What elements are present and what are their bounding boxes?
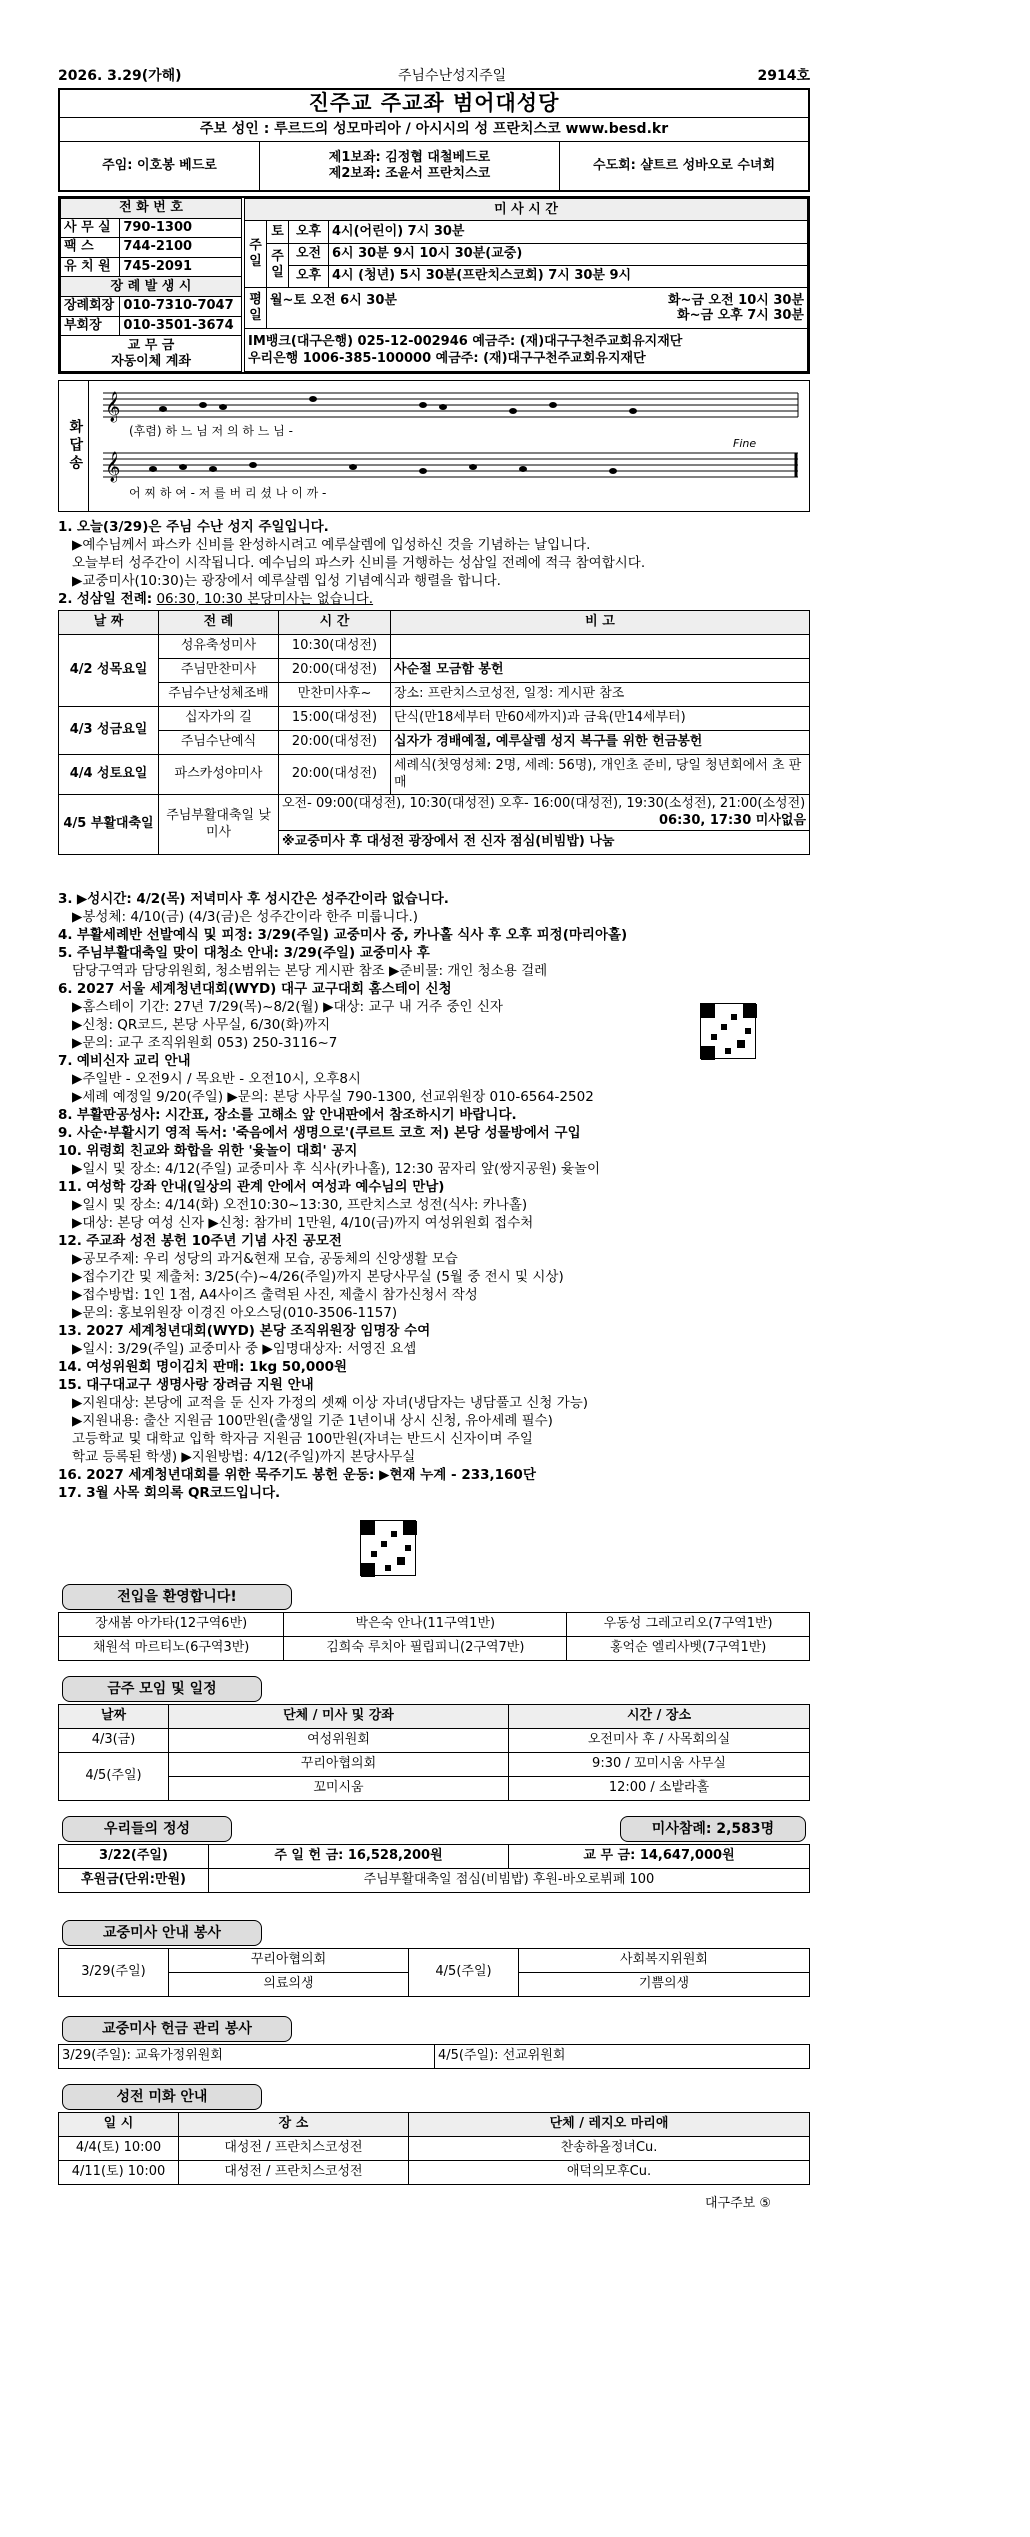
welcome-table (58, 1612, 810, 1661)
notice-number: 4. (58, 927, 73, 943)
sun-label: 주일 (267, 243, 289, 288)
notice-title: 2027 서울 세계청년대회(WYD) 대구 교구대회 홈스테이 신청 (76, 981, 452, 997)
phone-number: 745-2091 (120, 257, 242, 277)
pastor: 주임: 이호봉 베드로 (60, 142, 260, 190)
collect-right: 4/5(주일): 선교위원회 (435, 2045, 810, 2069)
notice-line: 오늘부터 성주간이 시작됩니다. 예수님의 파스카 신비를 거행하는 성삼일 전례에 적극 참여합시다. (72, 555, 646, 571)
triduum-note: 단식(만18세부터 만60세까지)과 금육(만14세부터) (391, 707, 810, 731)
welcome-name: 김희숙 루치아 필립피니(2구역7반) (284, 1637, 567, 1661)
fine-mark: Fine (733, 437, 757, 450)
meeting-place: 12:00 / 소밭라홀 (509, 1777, 810, 1801)
assistant-2: 제2보좌: 조윤서 프란치스코 (328, 166, 491, 181)
weekday-right-1: 화~금 오전 10시 30분 (668, 293, 804, 309)
notice-line: 학교 등록된 학생) ▶지원방법: 4/12(주일)까지 본당사무실 (72, 1449, 416, 1465)
offering-table (58, 1844, 810, 1893)
meeting-table (58, 1704, 810, 1801)
notice-number: 13. (58, 1323, 82, 1339)
meeting-place: 오전미사 후 / 사목회의실 (509, 1729, 810, 1753)
welcome-name: 채원석 마르티노(6구역3반) (59, 1637, 284, 1661)
notice-number: 16. (58, 1467, 82, 1483)
duty-date: 4/5(주일) (409, 1949, 519, 1997)
issue-number: 2914호 (757, 68, 810, 84)
meeting-header: 시간 / 장소 (509, 1705, 810, 1729)
meeting-place: 9:30 / 꼬미시움 사무실 (509, 1753, 810, 1777)
notice-line: ▶접수기간 및 제출처: 3/25(수)~4/26(주일)까지 본당사무실 (5월 중 전시 및 시상) (72, 1269, 564, 1285)
welcome-name: 장새봄 아가타(12구역6반) (59, 1613, 284, 1637)
meeting-group: 꼬미시움 (169, 1777, 509, 1801)
triduum-liturgy: 주님부활대축일 낮미사 (159, 795, 279, 855)
mass-count: 미사참례: 2,583명 (620, 1816, 806, 1842)
triduum-time: 15:00(대성전) (279, 707, 391, 731)
parish-title: 진주교 주교좌 범어대성당 (60, 90, 808, 118)
meeting-header: 날짜 (59, 1705, 169, 1729)
notices-list (58, 890, 818, 1502)
notice-title: 2027 세계청년대회(WYD) 본당 조직위원장 임명장 수여 (86, 1323, 431, 1339)
notices-top (58, 518, 818, 608)
psalm-label (61, 381, 89, 511)
notice-line: ▶교중미사(10:30)는 광장에서 예루살렘 입성 기념예식과 행렬을 합니다. (72, 573, 501, 589)
sat-label: 토 (267, 221, 289, 243)
phone-label: 팩 스 (61, 238, 120, 258)
notice-line: ▶공모주제: 우리 성당의 과거&현재 모습, 공동체의 신앙생활 모습 (72, 1251, 458, 1267)
wyd-qr-code[interactable] (700, 1003, 756, 1059)
notice-title: 2027 세계청년대회를 위한 묵주기도 봉헌 운동: ▶현재 누계 - 233,160단 (86, 1467, 536, 1483)
notice-line: ▶문의: 교구 조직위원회 053) 250-3116~7 (72, 1035, 338, 1051)
triduum-time: 만찬미사후~ (279, 683, 391, 707)
meeting-group: 여성위원회 (169, 1729, 509, 1753)
notice-title: 부활판공성사: 시간표, 장소를 고해소 앞 안내판에서 참조하시기 바랍니다. (76, 1107, 517, 1123)
notice-title: 3월 사목 회의록 QR코드입니다. (86, 1485, 281, 1501)
welcome-name: 우동성 그레고리오(7구역1반) (567, 1613, 810, 1637)
triduum-note: 세례식(첫영성체: 2명, 세례: 56명), 개인초 준비, 당일 청년회에서 초 판매 (391, 755, 810, 795)
notice-item (58, 1232, 818, 1250)
beauty-header: 장 소 (179, 2113, 409, 2137)
notice-number: 8. (58, 1107, 73, 1123)
triduum-header: 전 례 (159, 611, 279, 635)
weekday-label: 평일 (245, 288, 267, 329)
donation-detail: 주님부활대축일 점심(비빔밥) 후원-바오로뷔페 100 (209, 1869, 810, 1893)
notice-line: ▶문의: 홍보위원장 이경진 아오스딩(010-3506-1157) (72, 1305, 398, 1321)
page-footer: 대구주보 ⑤ (705, 2196, 772, 2211)
sunday-name: 주님수난성지주일 (398, 68, 507, 84)
triduum-date: 4/2 성목요일 (59, 635, 159, 707)
meeting-header: 단체 / 미사 및 강좌 (169, 1705, 509, 1729)
funeral-label: 부회장 (61, 316, 120, 336)
sunday-offering: 주 일 헌 금: 16,528,200원 (209, 1845, 509, 1869)
beauty-group: 애덕의모후Cu. (409, 2161, 810, 2185)
notice-number: 2. (58, 591, 73, 607)
beauty-date: 4/11(토) 10:00 (59, 2161, 179, 2185)
welcome-name: 박은숙 안나(11구역1반) (284, 1613, 567, 1637)
triduum-date: 4/3 성금요일 (59, 707, 159, 755)
collect-table (58, 2044, 810, 2069)
meeting-date: 4/5(주일) (59, 1753, 169, 1801)
notice-number: 12. (58, 1233, 82, 1249)
notice-line: ▶봉성체: 4/10(금) (4/3(금)은 성주간이라 한주 미룹니다.) (72, 909, 419, 925)
svg-text:𝄞: 𝄞 (105, 452, 121, 482)
collect-left: 3/29(주일): 교육가정위원회 (59, 2045, 435, 2069)
notice-line: ▶지원대상: 본당에 교적을 둔 신자 가정의 셋째 이상 자녀(냉담자는 냉담풀고 신청 가능) (72, 1395, 589, 1411)
notice-line: ▶주일반 - 오전9시 / 목요반 - 오전10시, 오후8시 (72, 1071, 361, 1087)
notice-item (58, 1466, 818, 1484)
funeral-title: 장 례 발 생 시 (61, 277, 242, 297)
notice-item (58, 1484, 818, 1502)
triduum-date: 4/4 성토요일 (59, 755, 159, 795)
notice-title: 오늘(3/29)은 주님 수난 성지 주일입니다. (76, 519, 329, 535)
triduum-liturgy: 십자가의 길 (159, 707, 279, 731)
collect-title: 교중미사 헌금 관리 봉사 (62, 2016, 292, 2042)
triduum-note: 십자가 경배예절, 예루살렘 성지 복구를 위한 헌금봉헌 (391, 731, 810, 755)
top-line (58, 68, 810, 86)
notice-number: 5. (58, 945, 73, 961)
phone-label: 유 치 원 (61, 257, 120, 277)
beauty-title: 성전 미화 안내 (62, 2084, 262, 2110)
notice-number: 14. (58, 1359, 82, 1375)
parish-header (58, 88, 810, 192)
triduum-note: 06:30, 17:30 미사없음 (659, 812, 806, 828)
offering-date: 3/22(주일) (59, 1845, 209, 1869)
notice-item (58, 944, 818, 962)
triduum-time: 10:30(대성전) (279, 635, 391, 659)
fee-subtitle: 자동이체 계좌 (111, 353, 191, 369)
triduum-header: 시 간 (279, 611, 391, 635)
meeting-title: 금주 모임 및 일정 (62, 1676, 262, 1702)
beauty-group: 찬송하올정녀Cu. (409, 2137, 810, 2161)
notice-item (58, 1376, 818, 1394)
notice-title: 부활세례반 선발예식 및 피정: 3/29(주일) 교중미사 중, 카나홀 식사 후 오후 피정(마리아홀) (76, 927, 628, 943)
triduum-lunch-note: ※교중미사 후 대성전 광장에서 전 신자 점심(비빔밥) 나눔 (279, 831, 810, 855)
nuns: 수도회: 샬트르 성바오로 수녀회 (592, 157, 776, 173)
welcome-name: 홍억순 엘리사벳(7구역1반) (567, 1637, 810, 1661)
beauty-place: 대성전 / 프란치스코성전 (179, 2161, 409, 2185)
triduum-liturgy: 주님만찬미사 (159, 659, 279, 683)
notice-number: 9. (58, 1125, 73, 1141)
psalm-lyric-1: (후렴) 하 느 님 저 의 하 느 님 - (129, 424, 293, 438)
bulletin-date: 2026. 3.29(가해) (58, 68, 182, 84)
responsorial-psalm (58, 380, 810, 512)
triduum-note: 사순절 모금함 봉헌 (391, 659, 810, 683)
sat-time: 4시(어린이) 7시 30분 (329, 221, 808, 243)
assistant-1: 제1보좌: 김정협 대철베드로 (328, 149, 491, 165)
funeral-label: 장례회장 (61, 297, 120, 317)
welcome-title: 전입을 환영합니다! (62, 1584, 292, 1610)
notice-title: 대구대교구 생명사랑 장려금 지원 안내 (86, 1377, 314, 1393)
notice-line: ▶세례 예정일 9/20(주일) ▶문의: 본당 사무실 790-1300, 선교위원장 010-6564-2502 (72, 1089, 594, 1105)
fee-title: 교 무 금 (127, 337, 175, 353)
beauty-header: 단체 / 레지오 마리애 (409, 2113, 810, 2137)
notice-title: 여성학 강좌 안내(일상의 관계 안에서 여성과 예수님의 만남) (86, 1179, 445, 1195)
triduum-liturgy: 파스카성야미사 (159, 755, 279, 795)
mass-title: 미 사 시 간 (245, 199, 808, 221)
notice-item (58, 1124, 818, 1142)
notice-number: 15. (58, 1377, 82, 1393)
weekday-right-2: 화~금 오후 7시 30분 (677, 308, 804, 324)
notice-title: 예비신자 교리 안내 (76, 1053, 191, 1069)
patron-line: 주보 성인 : 루르드의 성모마리아 / 아시시의 성 프란치스코 www.besd.kr (60, 118, 808, 142)
notice-number: 1. (58, 519, 73, 535)
info-box (58, 196, 810, 374)
svg-text:𝄞: 𝄞 (105, 392, 121, 422)
triduum-header: 날 짜 (59, 611, 159, 635)
notice-item (58, 1106, 818, 1124)
notice-item (58, 1178, 818, 1196)
duty-group: 사회복지위원회 (519, 1949, 810, 1973)
notice-line: ▶일시: 3/29(주일) 교중미사 중 ▶임명대상자: 서영진 요셉 (72, 1341, 417, 1357)
notice-line: ▶일시 및 장소: 4/12(주일) 교중미사 후 식사(카나홀), 12:30 꿈자리 앞(쌍지공원) 윷놀이 (72, 1161, 601, 1177)
triduum-date: 4/5 부활대축일 (59, 795, 159, 855)
triduum-table (58, 610, 810, 855)
notice-number: 17. (58, 1485, 82, 1501)
notice-item (58, 1142, 818, 1160)
notice-title: 사순·부활시기 영적 독서: '죽음에서 생명으로'(쿠르트 코흐 저) 본당 성물방에서 구입 (76, 1125, 581, 1141)
notice-title: 위령회 친교와 화합을 위한 '윷놀이 대회' 공지 (86, 1143, 358, 1159)
notice-title: 주교좌 성전 봉헌 10주년 기념 사진 공모전 (86, 1233, 342, 1249)
notice-number: 6. (58, 981, 73, 997)
notice-number: 3. (58, 891, 73, 907)
duty-group: 기쁨의생 (519, 1973, 810, 1997)
bank-account-1: IM뱅크(대구은행) 025-12-002946 예금주: (재)대구구천주교회유지재단 (248, 334, 683, 350)
notice-title: 주님부활대축일 맞이 대청소 안내: 3/29(주일) 교중미사 후 (76, 945, 430, 961)
sun-am-time: 6시 30분 9시 10시 30분(교중) (329, 243, 808, 265)
triduum-time: 20:00(대성전) (279, 755, 391, 795)
minutes-qr-code[interactable] (360, 1520, 416, 1576)
notice-number: 11. (58, 1179, 82, 1195)
triduum-liturgy: 주님수난성체조배 (159, 683, 279, 707)
notice-title: ▶성시간: 4/2(목) 저녁미사 후 성시간은 성주간이라 없습니다. (76, 891, 449, 907)
fee-offering: 교 무 금: 14,647,000원 (509, 1845, 810, 1869)
sun-pm: 오후 (289, 265, 329, 287)
notice-title: 여성위원회 명이김치 판매: 1kg 50,000원 (86, 1359, 348, 1375)
triduum-time: 20:00(대성전) (279, 659, 391, 683)
beauty-date: 4/4(토) 10:00 (59, 2137, 179, 2161)
duty-group: 의료의생 (169, 1973, 409, 1997)
notice-line: ▶대상: 본당 여성 신자 ▶신청: 참가비 1만원, 4/10(금)까지 여성위원회 접수처 (72, 1215, 534, 1231)
notice-line: ▶신청: QR코드, 본당 사무실, 6/30(화)까지 (72, 1017, 331, 1033)
duty-date: 3/29(주일) (59, 1949, 169, 1997)
triduum-liturgy: 주님수난예식 (159, 731, 279, 755)
duty-group: 꾸리아협의회 (169, 1949, 409, 1973)
beauty-header: 일 시 (59, 2113, 179, 2137)
notice-line: 고등학교 및 대학교 입학 학자금 지원금 100만원(자녀는 반드시 신자이며 주일 (72, 1431, 533, 1447)
notice-title: 성삼일 전례: (76, 591, 153, 607)
psalm-lyric-2: 어 찌 하 여 - 저 를 버 리 셨 나 이 까 - (129, 486, 327, 500)
phone-title: 전 화 번 호 (61, 199, 242, 219)
offering-title: 우리들의 정성 (62, 1816, 232, 1842)
notice-underlined: 06:30, 10:30 본당미사는 없습니다. (156, 591, 374, 607)
notice-line: ▶예수님께서 파스카 신비를 완성하시려고 예루살렘에 입성하신 것을 기념하는 날입니다. (72, 537, 591, 553)
notice-line: ▶일시 및 장소: 4/14(화) 오전10:30~13:30, 프란치스코 성전(식사: 카나홀) (72, 1197, 528, 1213)
phone-label: 사 무 실 (61, 218, 120, 238)
funeral-number: 010-7310-7047 (120, 297, 242, 317)
funeral-number: 010-3501-3674 (120, 316, 242, 336)
phone-number: 790-1300 (120, 218, 242, 238)
phone-number: 744-2100 (120, 238, 242, 258)
triduum-note: 장소: 프란치스코성전, 일정: 게시판 참조 (391, 683, 810, 707)
weekday-time: 월~토 오전 6시 30분 (270, 293, 397, 309)
notice-item (58, 1322, 818, 1340)
notice-line: ▶접수방법: 1인 1점, A4사이즈 출력된 사진, 제출시 참가신청서 작성 (72, 1287, 478, 1303)
beauty-place: 대성전 / 프란치스코성전 (179, 2137, 409, 2161)
mass-table (244, 198, 808, 372)
meeting-date: 4/3(금) (59, 1729, 169, 1753)
triduum-time: 오전- 09:00(대성전), 10:30(대성전) 오후- 16:00(대성전), 19:30(소성전), 21:00(소성전) (282, 796, 806, 812)
notice-item (58, 890, 818, 908)
notice-item (58, 980, 818, 998)
psalm-label-text: 화답송 (67, 419, 84, 473)
notice-number: 7. (58, 1053, 73, 1069)
notice-item (58, 926, 818, 944)
notice-line: ▶홈스테이 기간: 27년 7/29(목)~8/2(월) ▶대상: 교구 내 거주 중인 신자 (72, 999, 503, 1015)
notice-line: ▶지원내용: 출산 지원금 100만원(출생일 기준 1년이내 상시 신청, 유아세례 필수) (72, 1413, 553, 1429)
notice-number: 10. (58, 1143, 82, 1159)
notice-item (58, 1358, 818, 1376)
music-staff (93, 385, 805, 509)
meeting-group: 꾸리아협의회 (169, 1753, 509, 1777)
triduum-liturgy: 성유축성미사 (159, 635, 279, 659)
triduum-header: 비 고 (391, 611, 810, 635)
beauty-table (58, 2112, 810, 2185)
bank-account-2: 우리은행 1006-385-100000 예금주: (재)대구구천주교회유지재단 (248, 351, 646, 367)
donation-label: 후원금(단위:만원) (59, 1869, 209, 1893)
duty-title: 교중미사 안내 봉사 (62, 1920, 262, 1946)
triduum-note (391, 635, 810, 659)
phone-table (60, 198, 242, 372)
notice-line: 담당구역과 담당위원회, 청소범위는 본당 게시판 참조 ▶준비물: 개인 청소용 걸레 (72, 963, 548, 979)
sunday-label: 주일 (245, 221, 267, 288)
sat-ampm: 오후 (289, 221, 329, 243)
sun-am: 오전 (289, 243, 329, 265)
sun-pm-time: 4시 (청년) 5시 30분(프란치스코회) 7시 30분 9시 (329, 265, 808, 287)
triduum-time: 20:00(대성전) (279, 731, 391, 755)
duty-table (58, 1948, 810, 1997)
